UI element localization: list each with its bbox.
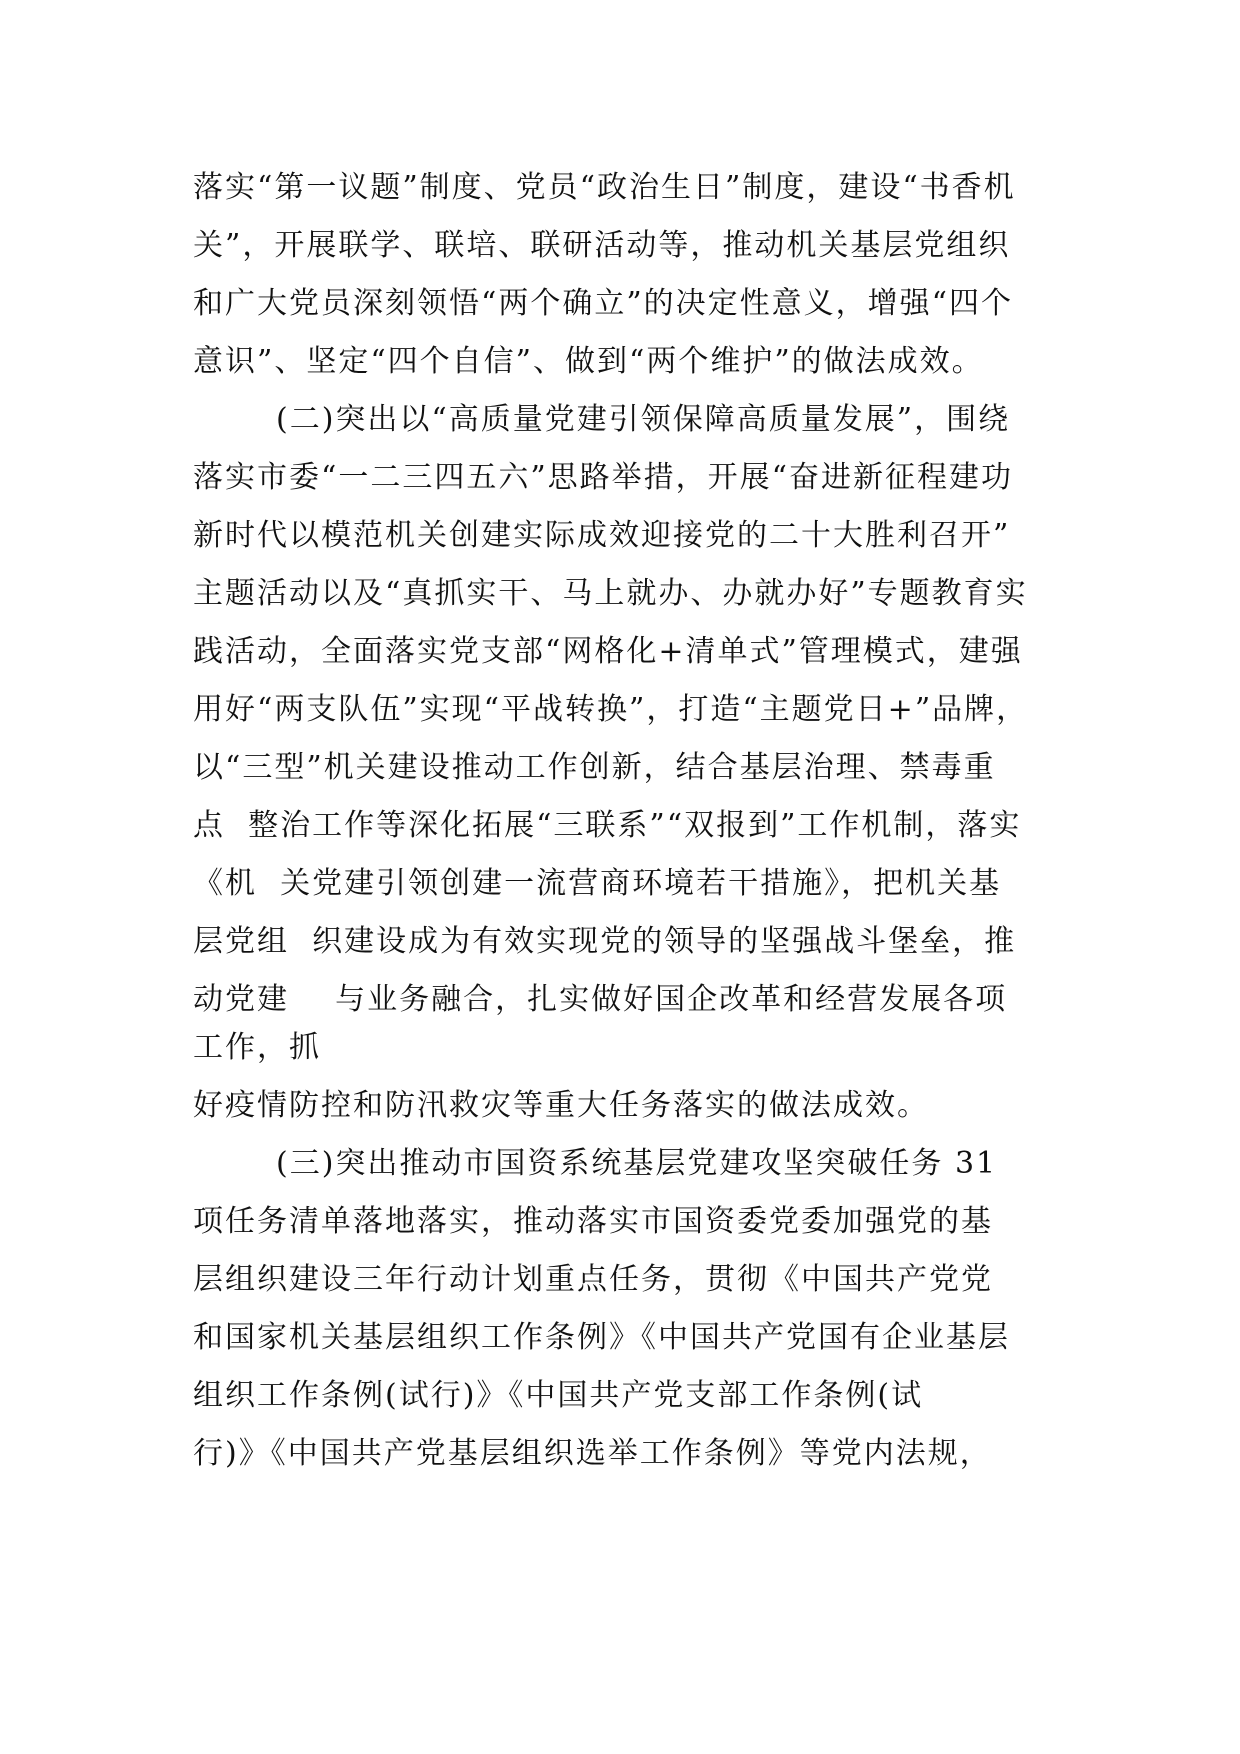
text-line: 好疫情防控和防汛救灾等重大任务落实的做法成效。 [193, 1088, 929, 1123]
text-line: 点 整治工作等深化拓展“三联系”“双报到”工作机制，落实 [193, 808, 1022, 843]
text-line: 以“三型”机关建设推动工作创新，结合基层治理、禁毒重 [193, 750, 996, 785]
text-line: 和广大党员深刻领悟“两个确立”的决定性意义，增强“四个 [193, 286, 1014, 321]
text-line: 落实“第一议题”制度、党员“政治生日”制度，建设“书香机 [193, 170, 1016, 205]
paragraph-heading-2: (二)突出以“高质量党建引领保障高质量发展”，围绕 [276, 402, 1011, 437]
text-line: 意识”、坚定“四个自信”、做到“两个维护”的做法成效。 [193, 344, 984, 379]
text-line: 层党组 织建设成为有效实现党的领导的坚强战斗堡垒，推 [193, 924, 1017, 959]
text-line: 落实市委“一二三四五六”思路举措，开展“奋进新征程建功 [193, 460, 1014, 495]
text-line: 关”，开展联学、联培、联研活动等，推动机关基层党组织 [193, 228, 1011, 263]
paragraph-heading-3: (三)突出推动市国资系统基层党建攻坚突破任务 31 [276, 1146, 998, 1181]
text-line: 项任务清单落地落实，推动落实市国资委党委加强党的基 [193, 1204, 993, 1239]
text-line: 层组织建设三年行动计划重点任务，贯彻《中国共产党党 [193, 1262, 993, 1297]
text-line: 组织工作条例(试行)》《中国共产党支部工作条例(试 [193, 1378, 924, 1413]
text-line: 《机 关党建引领创建一流营商环境若干措施》，把机关基 [193, 866, 1002, 901]
text-line: 和国家机关基层组织工作条例》《中国共产党国有企业基层 [193, 1320, 1010, 1355]
text-line: 行)》《中国共产党基层组织选举工作条例》等党内法规， [193, 1436, 992, 1471]
text-line: 主题活动以及“真抓实干、马上就办、办就办好”专题教育实 [193, 576, 1028, 611]
text-line: 新时代以模范机关创建实际成效迎接党的二十大胜利召开” [193, 518, 1011, 553]
text-line: 践活动，全面落实党支部“网格化+清单式”管理模式，建强 [193, 634, 1023, 669]
text-line: 动党建 与业务融合，扎实做好国企改革和经营发展各项 [193, 982, 1008, 1017]
text-line: 用好“两支队伍”实现“平战转换”，打造“主题党日+”品牌， [193, 692, 1029, 727]
text-line: 工作，抓 [193, 1030, 321, 1065]
